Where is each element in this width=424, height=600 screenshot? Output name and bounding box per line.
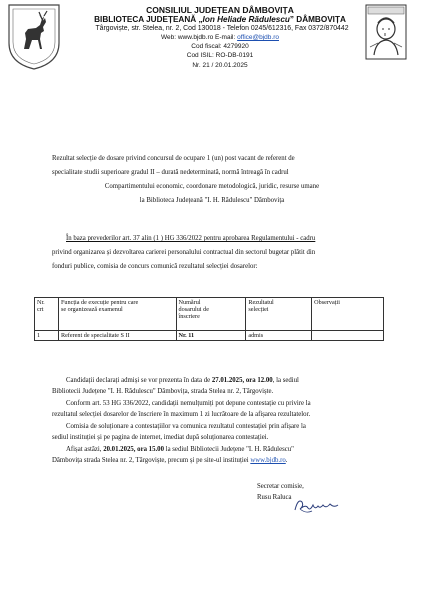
cell-function: Referent de specialitate S II — [58, 331, 176, 341]
intro-line-1: În baza prevederilor art. 37 alin (1 ) HG 336/2022 pentru aprobarea Regulamentului - cadru — [66, 235, 316, 242]
isil-code: Cod ISIL: RO-DB-0191 — [186, 52, 254, 59]
header-function: Funcția de execuție pentru care se organizează examenul — [58, 298, 176, 331]
website-link[interactable]: www.bjdb.ro — [250, 457, 286, 464]
title-line-4: la Biblioteca Județeană "I. H. Rădulescu" Dâmbovița — [139, 197, 285, 204]
header-nr: Nr. crt — [35, 298, 59, 331]
cell-result: admis — [246, 331, 312, 341]
library-name: BIBLIOTECA JUDEȚEANĂ „Ion Heliade Rădulescu” DÂMBOVIȚA — [94, 15, 346, 24]
header-observations: Observații — [312, 298, 384, 331]
intro-line-3: fonduri publice, comisia de concurs comunică rezultatul selecției dosarelor: — [52, 263, 258, 270]
handwritten-signature — [292, 496, 342, 516]
county-coat-of-arms-logo — [6, 3, 62, 71]
email-link[interactable]: office@bjdb.ro — [237, 34, 279, 41]
intro-line-2: privind organizarea și dezvoltarea carierei personalului contractual din sectorul bugetar plătit din — [52, 249, 316, 256]
cell-observations — [312, 331, 384, 341]
county-council-name: CONSILIUL JUDEȚEAN DÂMBOVIȚA — [146, 5, 294, 15]
table-header-row — [35, 298, 384, 331]
library-address: Târgoviște, str. Stelea, nr. 2, Cod 130018 - Telefon 0245/612316, Fax 0372/870442 — [95, 25, 349, 32]
para2-line1: Conform art. 53 HG 336/2022, candidații nemulțumiți pot depune contestație cu privire la — [66, 400, 311, 407]
para4-line2: Dâmbovița strada Stelea nr. 2, Târgoviște, precum și pe site-ul instituției www.bjdb.ro. — [52, 457, 288, 464]
signature-name: Rusu Raluca — [257, 494, 292, 501]
table-row — [35, 331, 384, 341]
title-line-1: Rezultat selecție de dosare privind concursul de ocupare 1 (un) post vacant de referent de — [52, 155, 295, 162]
para2-line2: rezultatul selecției dosarelor de înscriere în maximum 1 zi lucrătoare de la afișarea rezultatelor. — [52, 411, 311, 418]
header-result: Rezultatul selecției — [246, 298, 312, 331]
selection-results-table — [34, 297, 384, 341]
para3-line2: sediul instituției și pe pagina de internet, imediat după soluționarea contestației. — [52, 434, 269, 441]
document-number: Nr. 21 / 20.01.2025 — [192, 62, 248, 69]
library-logo — [364, 3, 408, 61]
para1-line1: Candidații declarați admiși se vor prezenta în data de 27.01.2025, ora 12.00, la sediul — [66, 377, 299, 384]
signature-role: Secretar comisie, — [257, 483, 304, 490]
title-line-3: Compartimentului economic, coordonare metodologică, juridic, resurse umane — [104, 183, 320, 190]
title-line-2: specialitate studii superioare gradul II – durată nedeterminată, normă întreagă în cadrul — [52, 169, 289, 176]
para4-line1: Afișat astăzi, 20.01.2025, ora 15.00 la sediul Bibliotecii Județene "I. H. Rădulescu" — [66, 446, 294, 453]
header-dossier-number: Numărul dosarului de înscriere — [176, 298, 246, 331]
library-contact: Web: www.bjdb.ro E-mail: office@bjdb.ro — [160, 34, 279, 41]
para3-line1: Comisia de soluționare a contestațiilor va comunica rezultatul contestației prin afișare la — [66, 423, 306, 430]
fiscal-code: Cod fiscal: 4279920 — [191, 43, 249, 50]
cell-dossier: Nr. 11 — [176, 331, 246, 341]
para1-line2: Bibliotecii Județene "I. H. Rădulescu" Dâmbovița, strada Stelea nr. 2, Târgoviște. — [52, 388, 274, 395]
cell-nr: 1 — [35, 331, 59, 341]
